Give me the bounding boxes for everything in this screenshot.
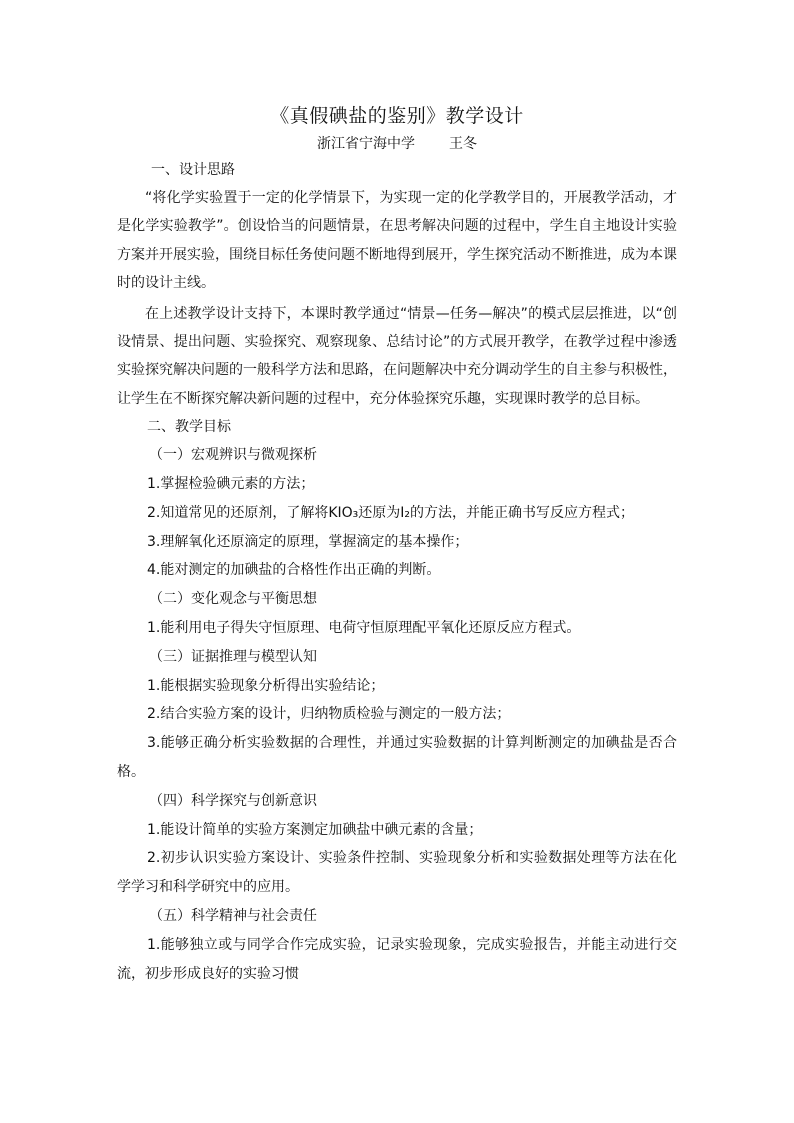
goal-group-heading: （五）科学精神与社会责任: [149, 908, 317, 924]
goal-group-heading: （三）证据推理与模型认知: [149, 648, 317, 665]
goal-item: 2.初步认识实验方案设计、实验条件控制、实验现象分析和实验数据处理等方法在化学学习和科学研究中的应用。: [117, 850, 677, 896]
design-paragraph: 在上述教学设计支持下，本课时教学通过“情景—任务—解决”的模式层层推进，以“创设情景、提出问题、实验探究、观察现象、总结讨论”的方式展开教学，在教学过程中渗透实验探究解决问题的一般科学方法和思路，在问题解决中充分调动学生的自主参与积极性，让学生在不断探究解决新问题的过程中，充分体验探究乐趣，实现课时教学的总目标。: [117, 305, 677, 407]
goal-item: 3.能够正确分析实验数据的合理性，并通过实验数据的计算判断测定的加碘盐是否合格。: [117, 735, 677, 781]
section-heading-design-idea: 一、设计思路: [151, 162, 235, 178]
goal-item: 2.知道常见的还原剂，了解将KIO₃还原为I₂的方法，并能正确书写反应方程式；: [147, 504, 635, 521]
goal-item: 1.掌握检验碘元素的方法；: [147, 476, 315, 493]
goal-item: 1.能够独立或与同学合作完成实验，记录实验现象，完成实验报告，并能主动进行交流，初步形成良好的实验习惯: [117, 936, 677, 982]
author-name: 王冬: [449, 136, 477, 152]
goal-item: 1.能根据实验现象分析得出实验结论；: [147, 677, 385, 694]
document-page: [117, 100, 677, 988]
goal-item: 3.理解氧化还原滴定的原理，掌握滴定的基本操作；: [147, 533, 469, 550]
goal-item: 4.能对测定的加碘盐的合格性作出正确的判断。: [147, 562, 441, 579]
author-school: 浙江省宁海中学: [317, 136, 415, 152]
goal-group-heading: （四）科学探究与创新意识: [149, 792, 317, 809]
goal-item: 1.能利用电子得失守恒原理、电荷守恒原理配平氧化还原反应方程式。: [147, 620, 581, 637]
author-line: [117, 132, 677, 156]
goal-group-heading: （二）变化观念与平衡思想: [149, 591, 317, 608]
goal-item: 1.能设计简单的实验方案测定加碘盐中碘元素的含量；: [147, 821, 483, 838]
goal-item: 2.结合实验方案的设计，归纳物质检验与测定的一般方法；: [147, 706, 511, 723]
section-heading-teaching-goals: 二、教学目标: [147, 419, 231, 436]
design-paragraph: “将化学实验置于一定的化学情景下，为实现一定的化学教学目的，开展教学活动，才是化学实验教学”。创设恰当的问题情景，在思考解决问题的过程中，学生自主地设计实验方案并开展实验，围绕目标任务使问题不断地得到展开，学生探究活动不断推进，成为本课时的设计主线。: [117, 190, 677, 292]
goal-group-heading: （一）宏观辨识与微观探析: [149, 447, 317, 464]
document-title: 《真假碘盐的鉴别》教学设计: [270, 105, 524, 127]
